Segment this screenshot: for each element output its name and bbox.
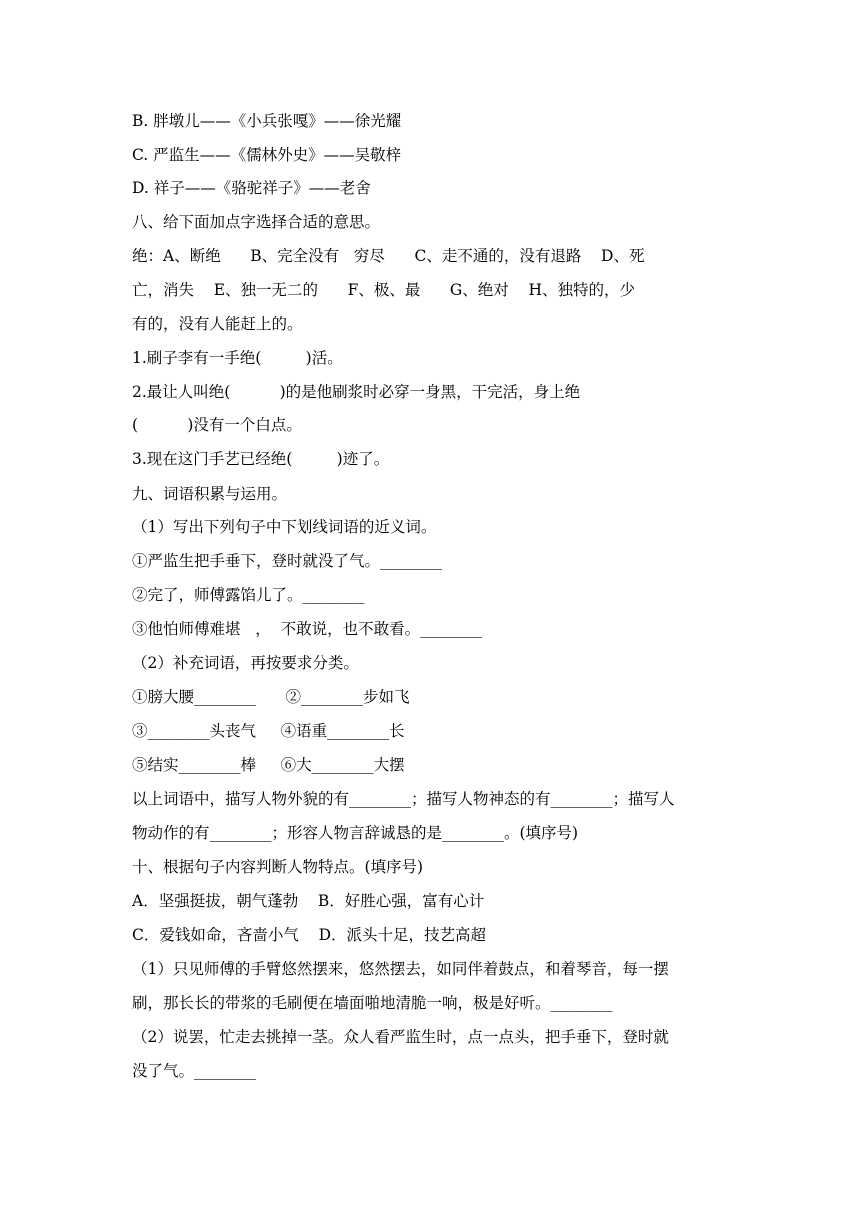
- traits-row-2: C．爱钱如命，吝啬小气 D．派头十足，技艺高超: [132, 926, 486, 944]
- idiom-row-3: ⑤结实________棒 ⑥大________大摆: [132, 756, 405, 774]
- definition-line-3: 有的，没有人能赶上的。: [132, 315, 303, 333]
- question-8-2-line-2: ( )没有一个白点。: [132, 416, 302, 434]
- idiom-row-2: ③________头丧气 ④语重________长: [132, 722, 405, 740]
- idiom-row-1: ①膀大腰________ ②________步如飞: [132, 688, 410, 706]
- section-9-heading: 九、词语积累与运用。: [132, 485, 288, 503]
- subsection-9-1-heading: （1）写出下列句子中下划线词语的近义词。: [132, 518, 437, 536]
- classification-line-2: 物动作的有________；形容人物言辞诚恳的是________。(填序号): [132, 824, 579, 842]
- question-9-1-c: ③他怕师傅难堪 ， 不敢说，也不敢看。________: [132, 620, 483, 638]
- question-8-1: 1.刷子李有一手绝( )活。: [132, 349, 343, 367]
- question-10-1-line-1: （1）只见师傅的手臂悠然摆来，悠然摆去，如同伴着鼓点，和着琴音，每一摆: [132, 960, 669, 978]
- question-10-2-line-1: （2）说罢，忙走去挑掉一茎。众人看严监生时，点一点头，把手垂下，登时就: [132, 1028, 669, 1046]
- section-10-heading: 十、根据句子内容判断人物特点。(填序号): [132, 858, 424, 876]
- question-8-3: 3.现在这门手艺已经绝( )迹了。: [132, 450, 390, 468]
- classification-line-1: 以上词语中，描写人物外貌的有________；描写人物神态的有________；描写人: [132, 790, 675, 808]
- option-c-line: C. 严监生——《儒林外史》——吴敬梓: [132, 146, 402, 164]
- question-10-2-line-2: 没了气。________: [132, 1062, 257, 1080]
- question-9-1-a: ①严监生把手垂下，登时就没了气。________: [132, 552, 443, 570]
- question-8-2-line-1: 2.最让人叫绝( )的是他刷浆时必穿一身黑，干完活，身上绝: [132, 383, 581, 401]
- option-b-line: B. 胖墩儿——《小兵张嘎》——徐光耀: [132, 112, 402, 130]
- section-8-heading: 八、给下面加点字选择合适的意思。: [132, 213, 381, 231]
- option-d-line: D. 祥子——《骆驼祥子》——老舍: [132, 179, 371, 197]
- question-9-1-b: ②完了，师傅露馅儿了。________: [132, 586, 365, 604]
- subsection-9-2-heading: （2）补充词语，再按要求分类。: [132, 654, 359, 672]
- definition-line-1: 绝：A、断绝 B、完全没有 穷尽 C、走不通的，没有退路 D、死: [132, 247, 645, 265]
- definition-line-2: 亡，消失 E、独一无二的 F、极、最 G、绝对 H、独特的，少: [132, 281, 636, 299]
- question-10-1-line-2: 刷，那长长的带浆的毛刷便在墙面啪地清脆一响，极是好听。________: [132, 994, 613, 1012]
- traits-row-1: A．坚强挺拔，朝气蓬勃 B．好胜心强，富有心计: [132, 892, 485, 910]
